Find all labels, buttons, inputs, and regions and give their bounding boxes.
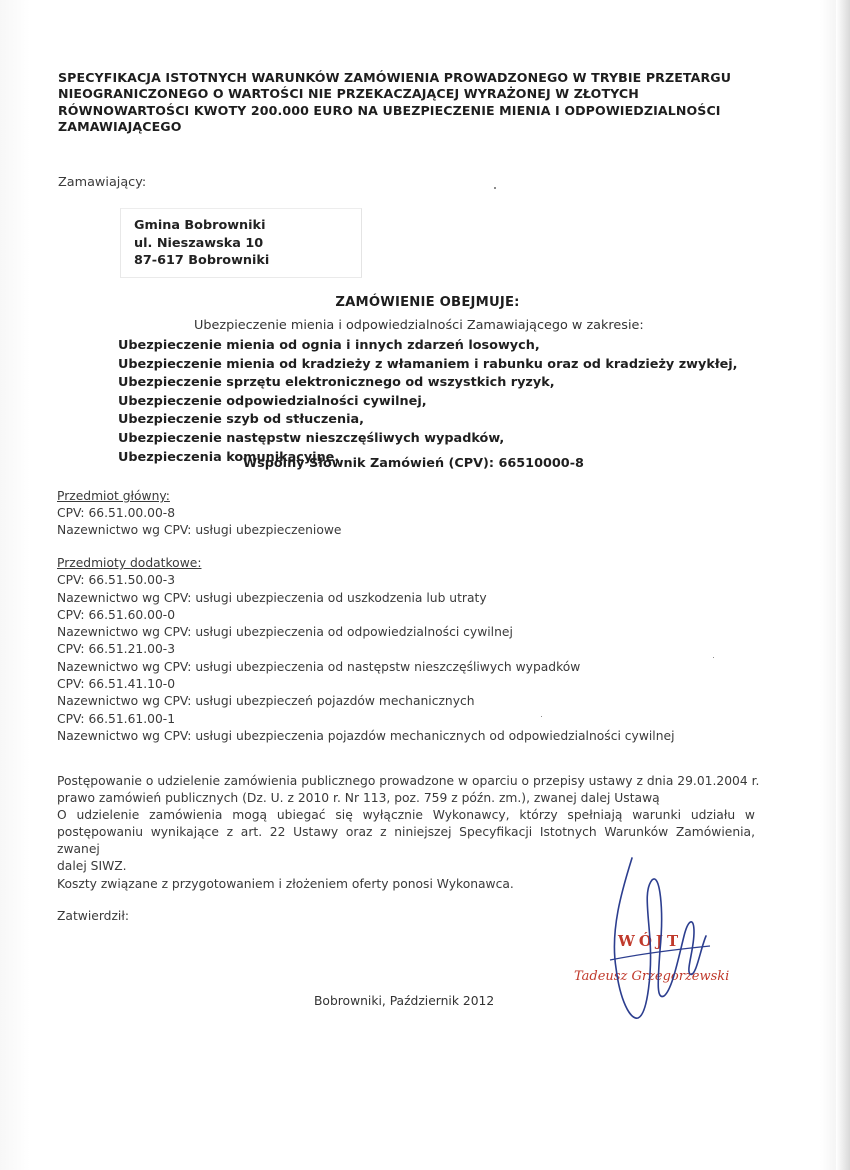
document-title <box>58 70 758 136</box>
scope-heading: ZAMÓWIENIE OBEJMUJE: <box>335 295 520 310</box>
additional-subject-line: CPV: 66.51.61.00-1 <box>57 711 176 726</box>
scope-item: Ubezpieczenie szyb od stłuczenia, <box>118 412 364 428</box>
scope-item: Ubezpieczenie mienia od ognia i innych zdarzeń losowych, <box>118 338 540 353</box>
address-line: Gmina Bobrowniki <box>134 218 266 233</box>
main-subject-heading: Przedmiot główny: <box>57 489 170 503</box>
additional-subject-line: CPV: 66.51.21.00-3 <box>57 642 176 657</box>
address-line: 87-617 Bobrowniki <box>134 253 270 268</box>
main-subject-block <box>57 488 342 540</box>
scope-item: Ubezpieczenie mienia od kradzieży z włamaniem i rabunku oraz od kradzieży zwykłej, <box>118 356 738 372</box>
ordering-party-label: Zamawiający: <box>58 175 147 190</box>
scope-intro: Ubezpieczenie mienia i odpowiedzialności Zamawiającego w zakresie: <box>194 318 644 333</box>
scope-item: Ubezpieczenie odpowiedzialności cywilnej, <box>118 393 427 409</box>
procedure-line: postępowaniu wynikające z art. 22 Ustawy oraz z niniejszej Specyfikacji Istotnych Warunków Zamówienia, zwanej <box>57 825 755 856</box>
costs-statement: Koszty związane z przygotowaniem i złożeniem oferty ponosi Wykonawca. <box>57 877 514 891</box>
additional-subject-line: Nazewnictwo wg CPV: usługi ubezpieczenia pojazdów mechanicznych od odpowiedzialności cywilnej <box>57 728 675 743</box>
additional-subject-line: Nazewnictwo wg CPV: usługi ubezpieczeń pojazdów mechanicznych <box>57 694 475 709</box>
additional-subject-line: Nazewnictwo wg CPV: usługi ubezpieczenia od następstw nieszczęśliwych wypadków <box>57 659 581 674</box>
title-line: RÓWNOWARTOŚCI KWOTY 200.000 EURO NA UBEZPIECZENIE MIENIA I ODPOWIEDZIALNOŚCI <box>58 102 721 118</box>
additional-subjects-heading: Przedmioty dodatkowe: <box>57 556 202 570</box>
stamp-title: WÓJT <box>618 932 683 950</box>
scan-speck <box>713 657 714 658</box>
title-line: SPECYFIKACJA ISTOTNYCH WARUNKÓW ZAMÓWIENIA PROWADZONEGO W TRYBIE PRZETARGU <box>58 70 732 85</box>
cpv-dictionary-code: Wspólny Słownik Zamówień (CPV): 66510000-8 <box>243 456 584 471</box>
main-subject-line: Nazewnictwo wg CPV: usługi ubezpieczeniowe <box>57 523 342 538</box>
scan-speck <box>541 716 542 717</box>
title-line: NIEOGRANICZONEGO O WARTOŚCI NIE PRZEKACZAJĄCEJ WYRAŻONEJ W ZŁOTYCH <box>58 86 639 102</box>
additional-subjects-block <box>57 555 675 745</box>
scope-item: Ubezpieczenia komunikacyjne. <box>118 449 340 465</box>
additional-subject-line: CPV: 66.51.41.10-0 <box>57 677 176 692</box>
scan-edge-shadow <box>836 0 850 1170</box>
additional-subject-line: Nazewnictwo wg CPV: usługi ubezpieczenia od odpowiedzialności cywilnej <box>57 625 513 640</box>
place-and-date: Bobrowniki, Październik 2012 <box>314 994 495 1008</box>
main-subject-line: CPV: 66.51.00.00-8 <box>57 506 176 521</box>
procedure-line: dalej SIWZ. <box>57 859 127 873</box>
scope-item: Ubezpieczenie następstw nieszczęśliwych wypadków, <box>118 430 505 446</box>
ordering-party-address <box>134 217 269 270</box>
procedure-line: O udzielenie zamówienia mogą ubiegać się wyłącznie Wykonawcy, którzy spełniają warunki udziału w <box>57 808 755 822</box>
stamp-name: Tadeusz Grzegorzewski <box>574 969 730 984</box>
additional-subject-line: CPV: 66.51.60.00-0 <box>57 607 176 622</box>
scan-speck <box>494 187 496 189</box>
title-line: ZAMAWIAJĄCEGO <box>58 119 182 135</box>
scope-item: Ubezpieczenie sprzętu elektronicznego od wszystkich ryzyk, <box>118 375 555 391</box>
procedure-line: prawo zamówień publicznych (Dz. U. z 2010 r. Nr 113, poz. 759 z późn. zm.), zwanej dalej Ustawą <box>57 791 660 805</box>
additional-subject-line: CPV: 66.51.50.00-3 <box>57 573 176 588</box>
official-stamp-signature <box>560 850 780 1040</box>
procedure-line: Postępowanie o udzielenie zamówienia publicznego prowadzone w oparciu o przepisy ustawy z dnia 29.01.2004 r. <box>57 774 760 788</box>
additional-subject-line: Nazewnictwo wg CPV: usługi ubezpieczenia od uszkodzenia lub utraty <box>57 590 487 605</box>
address-line: ul. Nieszawska 10 <box>134 235 264 251</box>
scope-list <box>118 337 738 467</box>
approved-label: Zatwierdził: <box>57 909 129 923</box>
